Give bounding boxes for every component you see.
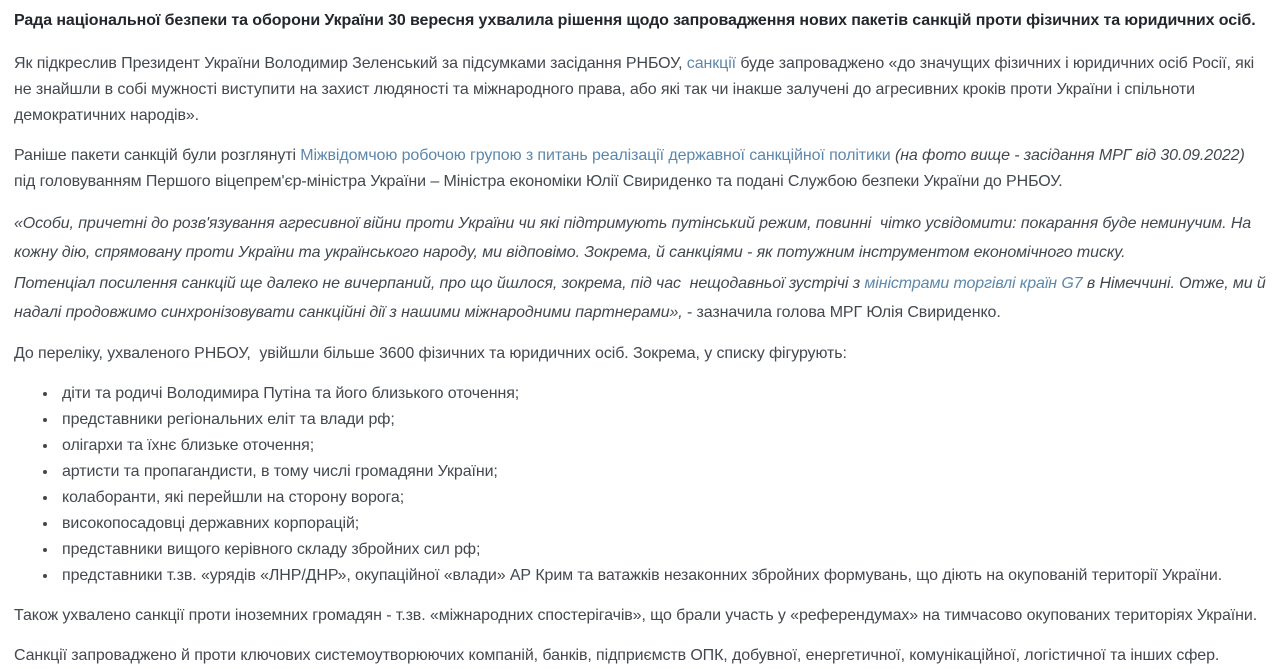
text-segment: Також ухвалено санкції проти іноземних громадян - т.зв. «міжнародних спостерігачів», що брали участь у «референдумах» на тимчасово окупованих територіях України. — [14, 607, 1258, 624]
text-segment: Потенціал посилення санкцій ще далеко не вичерпаний, про що йшлося, зокрема, під час нещодавньої зустрічі з — [14, 275, 865, 292]
list-item: • представники т.зв. «урядів «ЛНР/ДНР», окупаційної «влади» АР Крим та ватажків незаконних збройних формувань, що діють на окупованій території України. — [58, 563, 1268, 589]
quote-paragraph — [14, 209, 1268, 267]
text-segment: - зазначила голова МРГ Юлія Свириденко. — [682, 304, 1001, 321]
text-segment: під головуванням Першого віцепрем'єр-міністра України – Міністра економіки Юлії Свириденко та подані Службою безпеки України до РНБОУ. — [14, 173, 1063, 190]
bullet-list — [14, 381, 1268, 589]
list-item: • олігархи та їхнє близьке оточення; — [58, 433, 1268, 459]
paragraph — [14, 8, 1268, 34]
text-segment: (на фото вище - засідання МРГ від 30.09.2022) — [894, 147, 1245, 164]
paragraph — [14, 603, 1268, 629]
list-item: • високопосадовці державних корпорацій; — [58, 511, 1268, 537]
inline-link[interactable]: санкції — [686, 55, 736, 72]
text-segment: «Особи, причетні до розв'язування агресивної війни проти України чи які підтримують путінський режим, повинні чітко усвідомити: покарання буде неминучим. На кожну дію, спрямовану проти України та українського народу, ми відповімо. Зокрема, й санкціями - як потужним інструментом економічного тиску. — [14, 215, 1252, 261]
paragraph — [14, 143, 1268, 195]
list-item: • представники вищого керівного складу збройних сил рф; — [58, 537, 1268, 563]
list-item: • колаборанти, які перейшли на сторону ворога; — [58, 485, 1268, 511]
list-item: • діти та родичі Володимира Путіна та його близького оточення; — [58, 381, 1268, 407]
paragraph — [14, 51, 1268, 129]
paragraph — [14, 341, 1268, 367]
list-item: • представники регіональних еліт та влади рф; — [58, 407, 1268, 433]
text-segment: Рада національної безпеки та оборони України 30 вересня ухвалила рішення щодо запровадження нових пакетів санкцій проти фізичних та юридичних осіб. — [14, 12, 1256, 29]
text-segment: Як підкреслив Президент України Володимир Зеленський за підсумками засідання РНБОУ, — [14, 55, 687, 72]
text-segment: в Німеччині. Отже, ми й надалі продовжимо синхронізовувати санкційні дії з нашими міжнародними партнерами», — [14, 275, 1266, 321]
paragraph — [14, 643, 1268, 669]
inline-link[interactable]: міністрами торгівлі країн G7 — [864, 275, 1083, 292]
text-segment: буде запроваджено «до значущих фізичних і юридичних осіб Росії, які не знайшли в собі мужності виступити на захист людяності та міжнародного права, або які так чи інакше залучені до агресивних кроків проти України і спільноти демократичних народів». — [14, 55, 1255, 124]
inline-link[interactable]: Міжвідомчою робочою групою з питань реалізації державної санкційної політики — [300, 147, 891, 164]
text-segment: До переліку, ухваленого РНБОУ, увійшли більше 3600 фізичних та юридичних осіб. Зокрема, у списку фігурують: — [14, 345, 847, 362]
list-item: • артисти та пропагандисти, в тому числі громадяни України; — [58, 459, 1268, 485]
text-segment: Раніше пакети санкцій були розглянуті — [14, 147, 301, 164]
quote-paragraph — [14, 269, 1268, 327]
text-segment: Санкції запроваджено й проти ключових системоутворюючих компаній, банків, підприємств ОПК, добувної, енергетичної, комунікаційної, логістичної та інших сфер. — [14, 647, 1220, 664]
